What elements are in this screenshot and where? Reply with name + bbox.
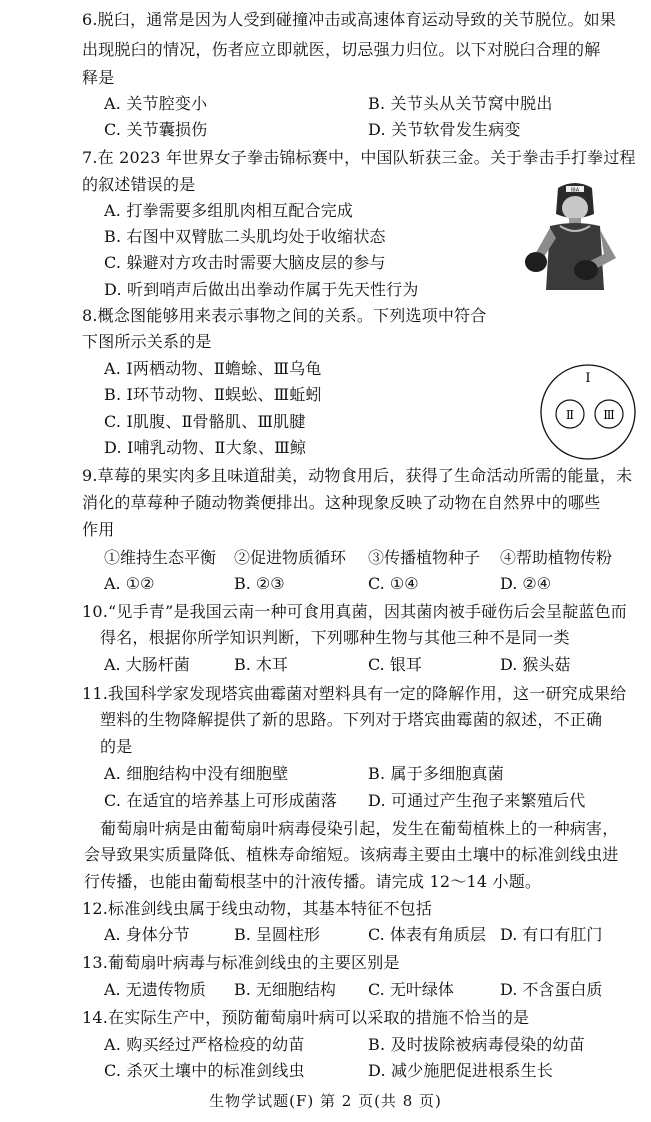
boxer-photo xyxy=(520,178,630,296)
q12-stem: 12.标准剑线虫属于线虫动物，其基本特征不包括 xyxy=(82,899,433,918)
q6-stem-line-2: 出现脱臼的情况，伤者应立即就医，切忌强力归位。以下对脱臼合理的解 xyxy=(82,40,601,59)
q7-option-c[interactable]: C. 躲避对方攻击时需要大脑皮层的参与 xyxy=(104,253,386,272)
q11-option-b[interactable]: B. 属于多细胞真菌 xyxy=(368,764,504,783)
q11-option-d[interactable]: D. 可通过产生孢子来繁殖后代 xyxy=(368,791,586,810)
q11-stem-line-3: 的是 xyxy=(100,737,133,756)
q13-option-d[interactable]: D. 不含蛋白质 xyxy=(500,980,603,999)
q6-option-b[interactable]: B. 关节头从关节窝中脱出 xyxy=(368,94,553,113)
q14-option-b[interactable]: B. 及时拔除被病毒侵染的幼苗 xyxy=(368,1035,585,1054)
passage-line-1: 葡萄扇叶病是由葡萄扇叶病毒侵染引起，发生在葡萄植株上的一种病害， xyxy=(100,819,619,838)
q6-option-d[interactable]: D. 关节软骨发生病变 xyxy=(368,120,521,139)
q13-option-c[interactable]: C. 无叶绿体 xyxy=(368,980,454,999)
q9-item-3: ③传播植物种子 xyxy=(368,548,481,567)
q12-option-c[interactable]: C. 体表有角质层 xyxy=(368,925,486,944)
q8-stem-line-2: 下图所示关系的是 xyxy=(82,332,212,351)
q12-option-d[interactable]: D. 有口有肛门 xyxy=(500,925,603,944)
q9-option-b[interactable]: B. ②③ xyxy=(234,574,285,593)
q9-item-1: ①维持生态平衡 xyxy=(104,548,217,567)
q11-option-c[interactable]: C. 在适宜的培养基上可形成菌落 xyxy=(104,791,338,810)
q14-option-c[interactable]: C. 杀灭土壤中的标准剑线虫 xyxy=(104,1061,305,1080)
q10-option-c[interactable]: C. 银耳 xyxy=(368,655,422,674)
q14-option-d[interactable]: D. 减少施肥促进根系生长 xyxy=(368,1061,554,1080)
q10-option-b[interactable]: B. 木耳 xyxy=(234,655,288,674)
q10-option-a[interactable]: A. 大肠杆菌 xyxy=(104,655,190,674)
page-footer: 生物学试题(F) 第 2 页(共 8 页) xyxy=(209,1092,442,1110)
q6-stem-line-1: 6.脱臼，通常是因为人受到碰撞冲击或高速体育运动导致的关节脱位。如果 xyxy=(82,10,617,29)
q7-option-a[interactable]: A. 打拳需要多组肌肉相互配合完成 xyxy=(104,201,354,220)
q9-stem-line-2: 消化的草莓种子随动物粪便排出。这种现象反映了动物在自然界中的哪些 xyxy=(82,493,601,512)
q9-stem-line-1: 9.草莓的果实肉多且味道甜美，动物食用后，获得了生命活动所需的能量，未 xyxy=(82,466,633,485)
q8-option-b[interactable]: B. Ⅰ环节动物、Ⅱ蜈蚣、Ⅲ蚯蚓 xyxy=(104,385,322,404)
passage-line-2: 会导致果实质量降低、植株寿命缩短。该病毒主要由土壤中的标准剑线虫进 xyxy=(84,845,619,864)
passage-line-3: 行传播，也能由葡萄根茎中的汁液传播。请完成 12～14 小题。 xyxy=(84,872,542,891)
q9-option-a[interactable]: A. ①② xyxy=(104,574,155,593)
q8-option-c[interactable]: C. Ⅰ肌腹、Ⅱ骨骼肌、Ⅲ肌腱 xyxy=(104,412,306,431)
q11-option-a[interactable]: A. 细胞结构中没有细胞壁 xyxy=(104,764,289,783)
q10-stem-line-2: 得名，根据你所学知识判断，下列哪种生物与其他三种不是同一类 xyxy=(100,628,570,647)
concept-venn-diagram xyxy=(538,362,638,462)
q11-stem-line-1: 11.我国科学家发现塔宾曲霉菌对塑料具有一定的降解作用，这一研究成果给 xyxy=(82,684,627,703)
q9-item-2: ②促进物质循环 xyxy=(234,548,347,567)
q6-option-a[interactable]: A. 关节腔变小 xyxy=(104,94,208,113)
q12-option-a[interactable]: A. 身体分节 xyxy=(104,925,190,944)
q13-option-b[interactable]: B. 无细胞结构 xyxy=(234,980,336,999)
headgear-text: IBA xyxy=(570,187,580,194)
q11-stem-line-2: 塑料的生物降解提供了新的思路。下列对于塔宾曲霉菌的叙述，不正确 xyxy=(100,710,603,729)
q6-stem-line-3: 释是 xyxy=(82,68,115,87)
q14-option-a[interactable]: A. 购买经过严格检疫的幼苗 xyxy=(104,1035,305,1054)
venn-label-right: Ⅲ xyxy=(603,408,615,422)
q8-option-a[interactable]: A. Ⅰ两栖动物、Ⅱ蟾蜍、Ⅲ乌龟 xyxy=(104,359,322,378)
venn-label-outer: Ⅰ xyxy=(585,371,591,386)
q9-stem-line-3: 作用 xyxy=(82,520,115,539)
q6-option-c[interactable]: C. 关节囊损伤 xyxy=(104,120,208,139)
q7-stem-line-2: 的叙述错误的是 xyxy=(82,175,196,194)
q13-option-a[interactable]: A. 无遗传物质 xyxy=(104,980,206,999)
q9-item-4: ④帮助植物传粉 xyxy=(500,548,613,567)
q14-stem: 14.在实际生产中，预防葡萄扇叶病可以采取的措施不恰当的是 xyxy=(82,1008,530,1027)
q8-stem-line-1: 8.概念图能够用来表示事物之间的关系。下列选项中符合 xyxy=(82,306,487,325)
q8-option-d[interactable]: D. Ⅰ哺乳动物、Ⅱ大象、Ⅲ鲸 xyxy=(104,438,307,457)
q7-option-d[interactable]: D. 听到哨声后做出出拳动作属于先天性行为 xyxy=(104,280,419,299)
q10-option-d[interactable]: D. 猴头菇 xyxy=(500,655,571,674)
q7-stem-line-1: 7.在 2023 年世界女子拳击锦标赛中，中国队斩获三金。关于拳击手打拳过程 xyxy=(82,148,636,167)
q12-option-b[interactable]: B. 呈圆柱形 xyxy=(234,925,320,944)
q7-option-b[interactable]: B. 右图中双臂肱二头肌均处于收缩状态 xyxy=(104,227,386,246)
q10-stem-line-1: 10.“见手青”是我国云南一种可食用真菌，因其菌肉被手碰伤后会呈靛蓝色而 xyxy=(82,602,628,621)
venn-label-left: Ⅱ xyxy=(565,408,575,422)
q13-stem: 13.葡萄扇叶病毒与标准剑线虫的主要区别是 xyxy=(82,953,400,972)
q9-option-c[interactable]: C. ①④ xyxy=(368,574,419,593)
q9-option-d[interactable]: D. ②④ xyxy=(500,574,552,593)
